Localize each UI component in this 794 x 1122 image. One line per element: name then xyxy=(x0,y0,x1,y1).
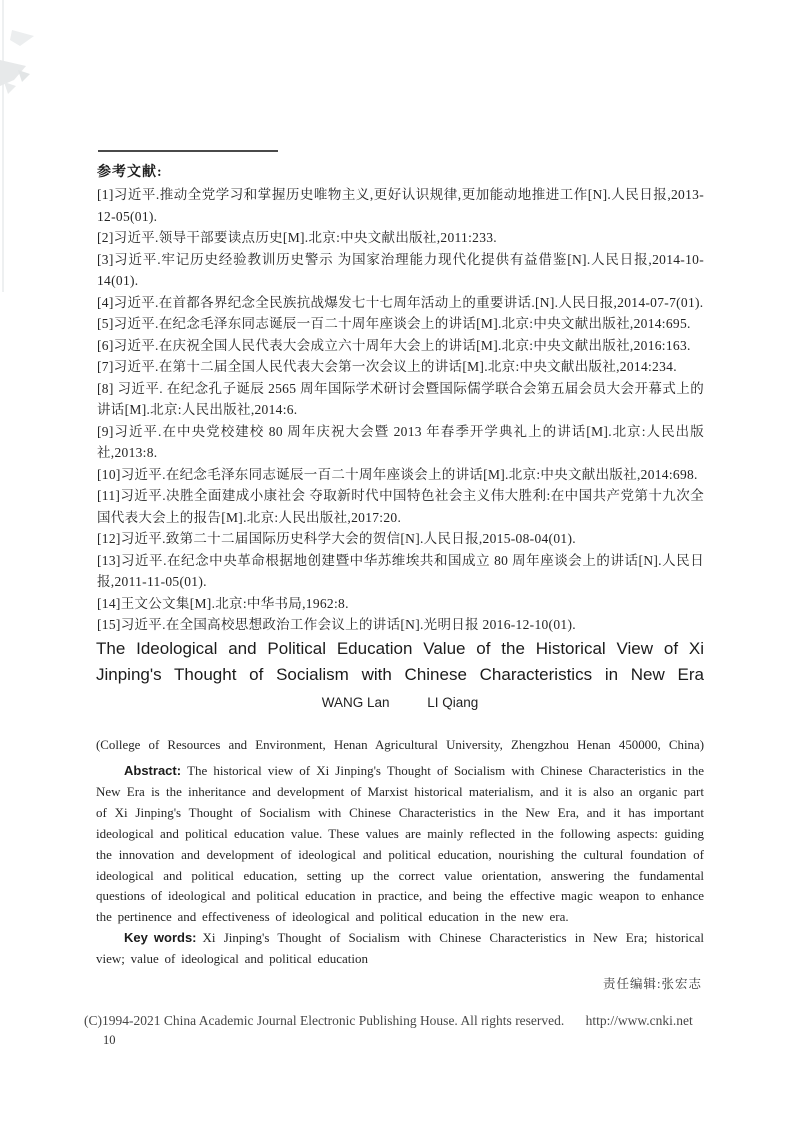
cnki-url: http://www.cnki.net xyxy=(585,1013,693,1028)
reference-item-12: [12]习近平.致第二十二届国际历史科学大会的贺信[N].人民日报,2015-08-04(01). xyxy=(97,531,576,546)
abstract-text: The historical view of Xi Jinping's Thought of Socialism with Chinese Characteristics in the New Era is the inheritance and development of Marxist historical materialism, and it is also an organic part of Xi Jinping's Thought of Socialism with Chinese Characteristics in the New Era, and it has important ideological and political education value. These values are mainly reflected in the following aspects: guiding the innovation and development of ideological and political education, nourishing the cultural foundation of ideological and political education, setting up the correct value orientation, answering the fundamental questions of ideological and political education in practice, and being the effective magic weapon to enhance the pertinence and effectiveness of ideological and political education in the new era. xyxy=(96,763,704,925)
reference-item-7: [7]习近平.在第十二届全国人民代表大会第一次会议上的讲话[M].北京:中央文献出版社,2014:234. xyxy=(97,359,677,374)
author-name-2: LI Qiang xyxy=(427,695,479,710)
abstract-paragraph xyxy=(96,761,704,928)
reference-item-9: [9]习近平.在中央党校建校 80 周年庆祝大会暨 2013 年春季开学典礼上的讲话[M].北京:人民出版社,2013:8. xyxy=(97,423,704,460)
article-title-english: The Ideological and Political Education Value of the Historical View of Xi Jinping's Thought of Socialism with Chinese Characteristics in New Era xyxy=(96,639,704,684)
abstract-label: Abstract: xyxy=(124,763,182,778)
reference-item-13: [13]习近平.在纪念中央革命根据地创建暨中华苏维埃共和国成立 80 周年座谈会上的讲话[N].人民日报,2011-11-05(01). xyxy=(97,552,704,589)
page-number: 10 xyxy=(103,1033,116,1047)
editor-note: 责任编辑:张宏志 xyxy=(603,977,702,992)
reference-item-6: [6]习近平.在庆祝全国人民代表大会成立六十周年大会上的讲话[M].北京:中央文献出版社,2016:163. xyxy=(97,337,691,353)
authors-line xyxy=(96,693,704,712)
reference-item-15: [15]习近平.在全国高校思想政治工作会议上的讲话[N].光明日报 2016-12-10(01). xyxy=(97,617,576,632)
affiliation-line: (College of Resources and Environment, Henan Agricultural University, Zhengzhou Henan 450000, China) xyxy=(96,738,704,752)
article-header-section xyxy=(96,636,704,992)
references-section xyxy=(97,161,704,636)
footnote-separator-rule xyxy=(98,150,278,152)
references-heading: 参考文献: xyxy=(97,165,163,180)
keywords-paragraph xyxy=(96,928,704,970)
reference-item-2: [2]习近平.领导干部要读点历史[M].北京:中央文献出版社,2011:233. xyxy=(97,230,497,245)
scan-smudge-artifact xyxy=(0,22,50,102)
reference-item-10: [10]习近平.在纪念毛泽东同志诞辰一百二十周年座谈会上的讲话[M].北京:中央文献出版社,2014:698. xyxy=(97,466,698,482)
keywords-text: Xi Jinping's Thought of Socialism with Chinese Characteristics in New Era; historical view; value of ideological and political education xyxy=(96,930,705,967)
reference-item-3: [3]习近平.牢记历史经验教训历史警示 为国家治理能力现代化提供有益借鉴[N].人民日报,2014-10-14(01). xyxy=(97,251,704,288)
reference-item-8: [8] 习近平. 在纪念孔子诞辰 2565 周年国际学术研讨会暨国际儒学联合会第五届会员大会开幕式上的讲话[M].北京:人民出版社,2014:6. xyxy=(97,380,704,417)
reference-item-4: [4]习近平.在首都各界纪念全民族抗战爆发七十七周年活动上的重要讲话.[N].人民日报,2014-07-7(01). xyxy=(97,294,704,310)
reference-item-11: [11]习近平.决胜全面建成小康社会 夺取新时代中国特色社会主义伟大胜利:在中国共产党第十九次全国代表大会上的报告[M].北京:人民出版社,2017:20. xyxy=(97,488,704,525)
author-name-1: WANG Lan xyxy=(321,695,390,710)
reference-item-5: [5]习近平.在纪念毛泽东同志诞辰一百二十周年座谈会上的讲话[M].北京:中央文献出版社,2014:695. xyxy=(97,316,691,331)
reference-item-14: [14]王文公文集[M].北京:中华书局,1962:8. xyxy=(97,595,349,611)
copyright-footer xyxy=(84,1013,724,1029)
copyright-text: (C)1994-2021 China Academic Journal Electronic Publishing House. All rights reserved. xyxy=(84,1013,565,1028)
reference-item-1: [1]习近平.推动全党学习和掌握历史唯物主义,更好认识规律,更加能动地推进工作[N].人民日报,2013-12-05(01). xyxy=(97,187,704,224)
keywords-label: Key words: xyxy=(124,930,197,946)
